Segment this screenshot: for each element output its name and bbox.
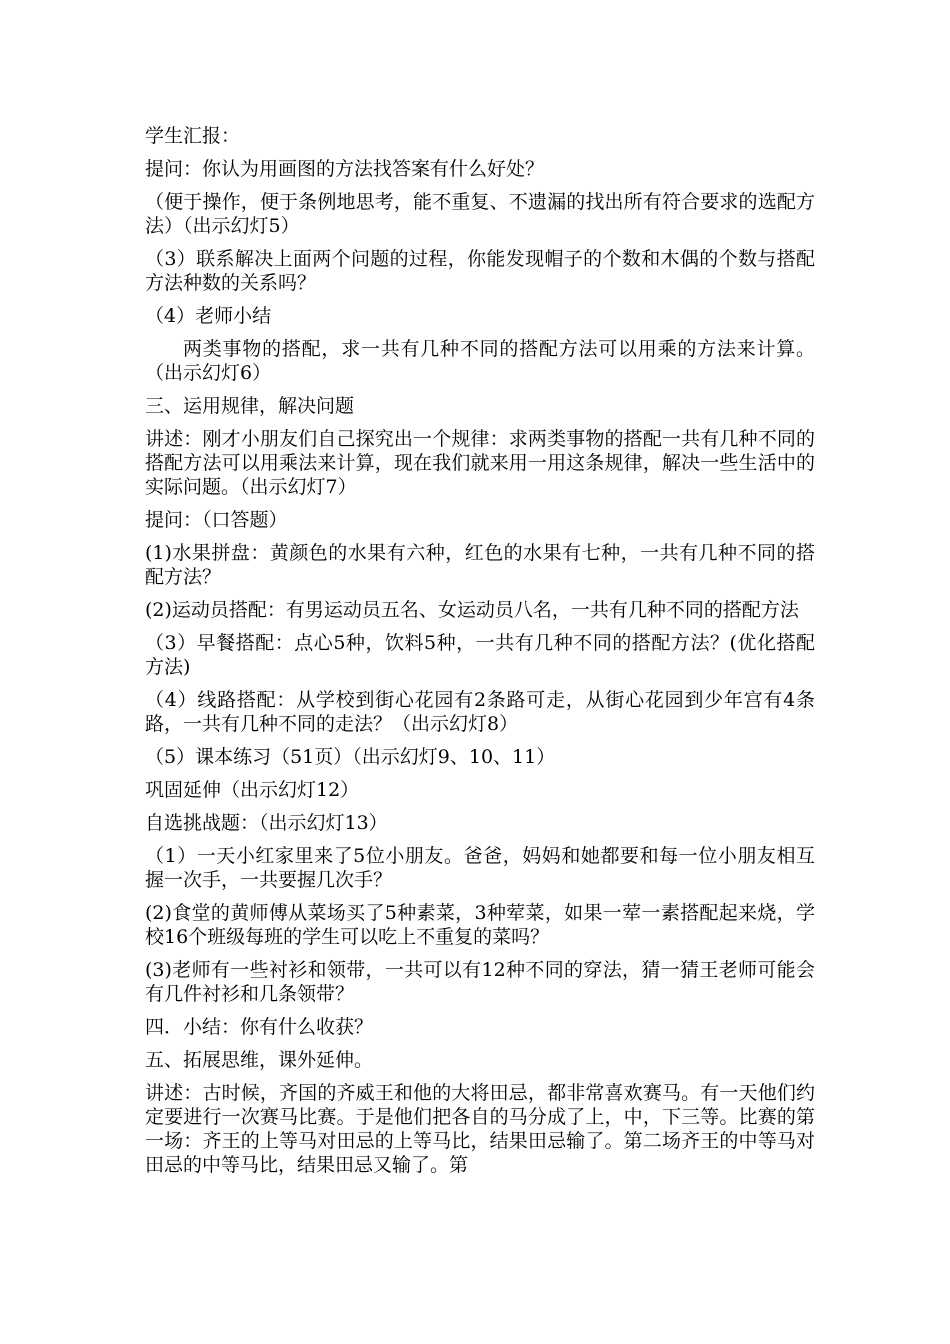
paragraph-challenge-shirts-ties: (3)老师有一些衬衫和领带，一共可以有12种不同的穿法，猜一猜王老师可能会有几件衬衫和几条领带？ — [145, 959, 815, 1005]
paragraph-challenge-handshake: （1）一天小红家里来了5位小朋友。爸爸，妈妈和她都要和每一位小朋友相互握一次手，一共要握几次手？ — [145, 845, 815, 891]
paragraph-consolidation: 巩固延伸（出示幻灯12） — [145, 779, 360, 801]
paragraph-textbook-exercise: （5）课本练习（51页）（出示幻灯9、10、11） — [145, 746, 556, 768]
paragraph-student-report: 学生汇报： — [145, 125, 241, 147]
paragraph-challenge-dishes: (2)食堂的黄师傅从菜场买了5种素菜，3种荤菜，如果一荤一素搭配起来烧，学校16个班级每班的学生可以吃上不重复的菜吗？ — [145, 902, 815, 948]
document-page — [145, 124, 815, 1186]
paragraph-route-pairing: （4）线路搭配：从学校到街心花园有2条路可走，从街心花园到少年宫有4条路，一共有几种不同的走法？（出示幻灯8） — [145, 689, 815, 735]
paragraph-summary-body: 两类事物的搭配，求一共有几种不同的搭配方法可以用乘的方法来计算。（出示幻灯6） — [145, 338, 815, 384]
paragraph-answer-benefits: （便于操作，便于条例地思考，能不重复、不遗漏的找出所有符合要求的选配方法）（出示幻灯5） — [145, 191, 815, 237]
paragraph-horse-race-story: 讲述：古时候，齐国的齐威王和他的大将田忌，都非常喜欢赛马。有一天他们约定要进行一次赛马比赛。于是他们把各自的马分成了上，中，下三等。比赛的第一场：齐王的上等马对田忌的上等马比，结果田忌输了。第二场齐王的中等马对田忌的中等马比，结果田忌又输了。第 — [145, 1082, 815, 1176]
paragraph-oral-questions: 提问：（口答题） — [145, 509, 288, 531]
section-heading-apply-rules: 三、运用规律，解决问题 — [145, 395, 355, 417]
paragraph-item-3-relation: （3）联系解决上面两个问题的过程，你能发现帽子的个数和木偶的个数与搭配方法种数的关系吗？ — [145, 248, 815, 294]
paragraph-item-4-summary-heading: （4）老师小结 — [145, 305, 272, 327]
paragraph-breakfast-pairing: （3）早餐搭配：点心5种，饮料5种，一共有几种不同的搭配方法？(优化搭配方法) — [145, 632, 815, 678]
paragraph-athlete-pairing: (2)运动员搭配：有男运动员五名、女运动员八名，一共有几种不同的搭配方法 — [145, 599, 799, 621]
section-heading-extension: 五、拓展思维，课外延伸。 — [145, 1049, 374, 1071]
paragraph-challenge-heading: 自选挑战题：（出示幻灯13） — [145, 812, 388, 834]
paragraph-fruit-platter: (1)水果拼盘：黄颜色的水果有六种，红色的水果有七种，一共有几种不同的搭配方法？ — [145, 542, 815, 588]
paragraph-question-drawing: 提问：你认为用画图的方法找答案有什么好处？ — [145, 158, 545, 180]
section-heading-summary: 四．小结：你有什么收获？ — [145, 1016, 374, 1038]
paragraph-narration-rule: 讲述：刚才小朋友们自己探究出一个规律：求两类事物的搭配一共有几种不同的搭配方法可以用乘法来计算，现在我们就来用一用这条规律，解决一些生活中的实际问题。（出示幻灯7） — [145, 428, 815, 498]
